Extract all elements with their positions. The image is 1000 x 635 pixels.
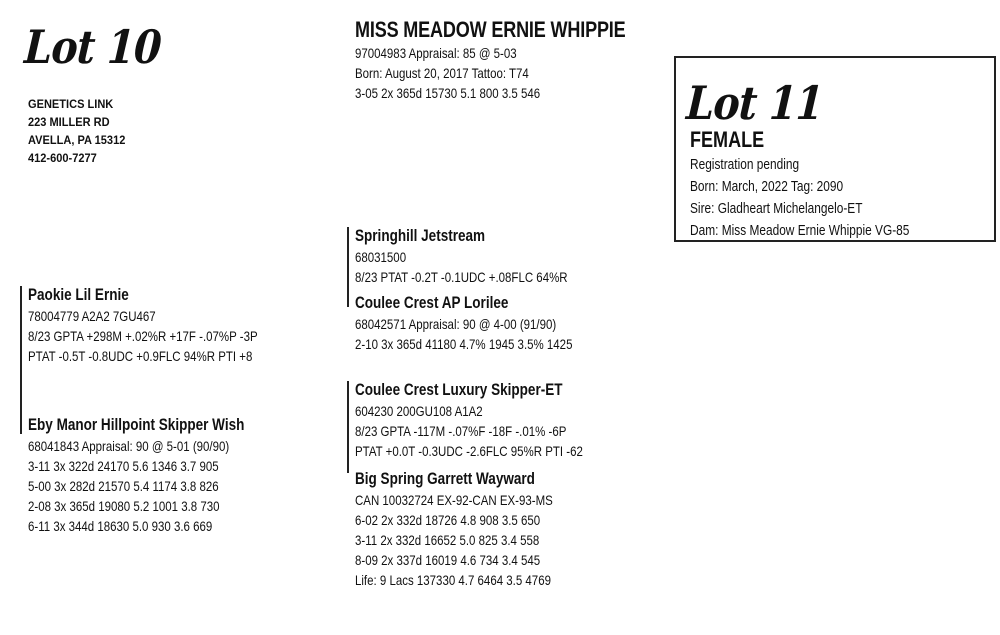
dam-line: 5-00 3x 282d 21570 5.4 1174 3.8 826: [28, 478, 219, 494]
lot-11-sex: FEMALE: [690, 127, 765, 152]
consignor-city: AVELLA, PA 15312: [28, 133, 126, 147]
sire-line: 78004779 A2A2 7GU467: [28, 308, 156, 324]
lot-11-line: Registration pending: [690, 157, 800, 173]
dam-sire-line: PTAT +0.0T -0.3UDC -2.6FLC 95%R PTI -62: [355, 443, 583, 459]
sire-block: [28, 285, 258, 366]
lot-11-line: Sire: Gladheart Michelangelo-ET: [690, 201, 863, 217]
sire-name: Paokie Lil Ernie: [28, 286, 129, 304]
consignor-street: 223 MILLER RD: [28, 115, 110, 129]
dam-line: 3-11 3x 322d 24170 5.6 1346 3.7 905: [28, 458, 219, 474]
lot-11-details: [690, 126, 909, 242]
dam-dam-line: 6-02 2x 332d 18726 4.8 908 3.5 650: [355, 512, 541, 528]
subject-name: MISS MEADOW ERNIE WHIPPIE: [355, 17, 626, 42]
pedigree-bracket-left: [20, 286, 22, 434]
dam-sire-block: [355, 380, 583, 461]
sire-sire-line: 8/23 PTAT -0.2T -0.1UDC +.08FLC 64%R: [355, 269, 568, 285]
dam-dam-name: Big Spring Garrett Wayward: [355, 470, 535, 488]
subject-block: [355, 17, 626, 103]
consignor-phone: 412-600-7277: [28, 151, 97, 165]
sire-sire-line: 68031500: [355, 249, 407, 265]
dam-block: [28, 415, 244, 536]
sire-dam-line: 2-10 3x 365d 41180 4.7% 1945 3.5% 1425: [355, 336, 573, 352]
dam-dam-line: 3-11 2x 332d 16652 5.0 825 3.4 558: [355, 532, 540, 548]
lot-11-line: Born: March, 2022 Tag: 2090: [690, 179, 844, 195]
dam-dam-line: Life: 9 Lacs 137330 4.7 6464 3.5 4769: [355, 572, 551, 588]
sire-dam-line: 68042571 Appraisal: 90 @ 4-00 (91/90): [355, 316, 557, 332]
lot-11-title: Lot 11: [684, 76, 825, 130]
dam-sire-name: Coulee Crest Luxury Skipper-ET: [355, 381, 563, 399]
dam-name: Eby Manor Hillpoint Skipper Wish: [28, 416, 245, 434]
dam-dam-block: [355, 469, 553, 590]
lot-11-line: Dam: Miss Meadow Ernie Whippie VG-85: [690, 223, 910, 239]
sire-line: PTAT -0.5T -0.8UDC +0.9FLC 94%R PTI +8: [28, 348, 253, 364]
sire-sire-name: Springhill Jetstream: [355, 227, 486, 245]
dam-dam-line: 8-09 2x 337d 16019 4.6 734 3.4 545: [355, 552, 541, 568]
sire-dam-name: Coulee Crest AP Lorilee: [355, 294, 509, 312]
subject-line: 3-05 2x 365d 15730 5.1 800 3.5 546: [355, 85, 541, 101]
subject-line: Born: August 20, 2017 Tattoo: T74: [355, 65, 529, 81]
subject-line: 97004983 Appraisal: 85 @ 5-03: [355, 45, 517, 61]
consignor-name: GENETICS LINK: [28, 97, 114, 111]
dam-line: 6-11 3x 344d 18630 5.0 930 3.6 669: [28, 518, 213, 534]
dam-line: 68041843 Appraisal: 90 @ 5-01 (90/90): [28, 438, 230, 454]
consignor-address: [28, 95, 125, 167]
pedigree-bracket-dam: [347, 381, 349, 473]
dam-sire-line: 8/23 GPTA -117M -.07%F -18F -.01% -6P: [355, 423, 567, 439]
lot-10-title: Lot 10: [22, 20, 163, 74]
dam-dam-line: CAN 10032724 EX-92-CAN EX-93-MS: [355, 492, 553, 508]
sire-dam-block: [355, 293, 572, 354]
dam-sire-line: 604230 200GU108 A1A2: [355, 403, 483, 419]
pedigree-bracket-sire: [347, 227, 349, 307]
dam-line: 2-08 3x 365d 19080 5.2 1001 3.8 730: [28, 498, 220, 514]
sire-line: 8/23 GPTA +298M +.02%R +17F -.07%P -3P: [28, 328, 258, 344]
sire-sire-block: [355, 226, 568, 287]
